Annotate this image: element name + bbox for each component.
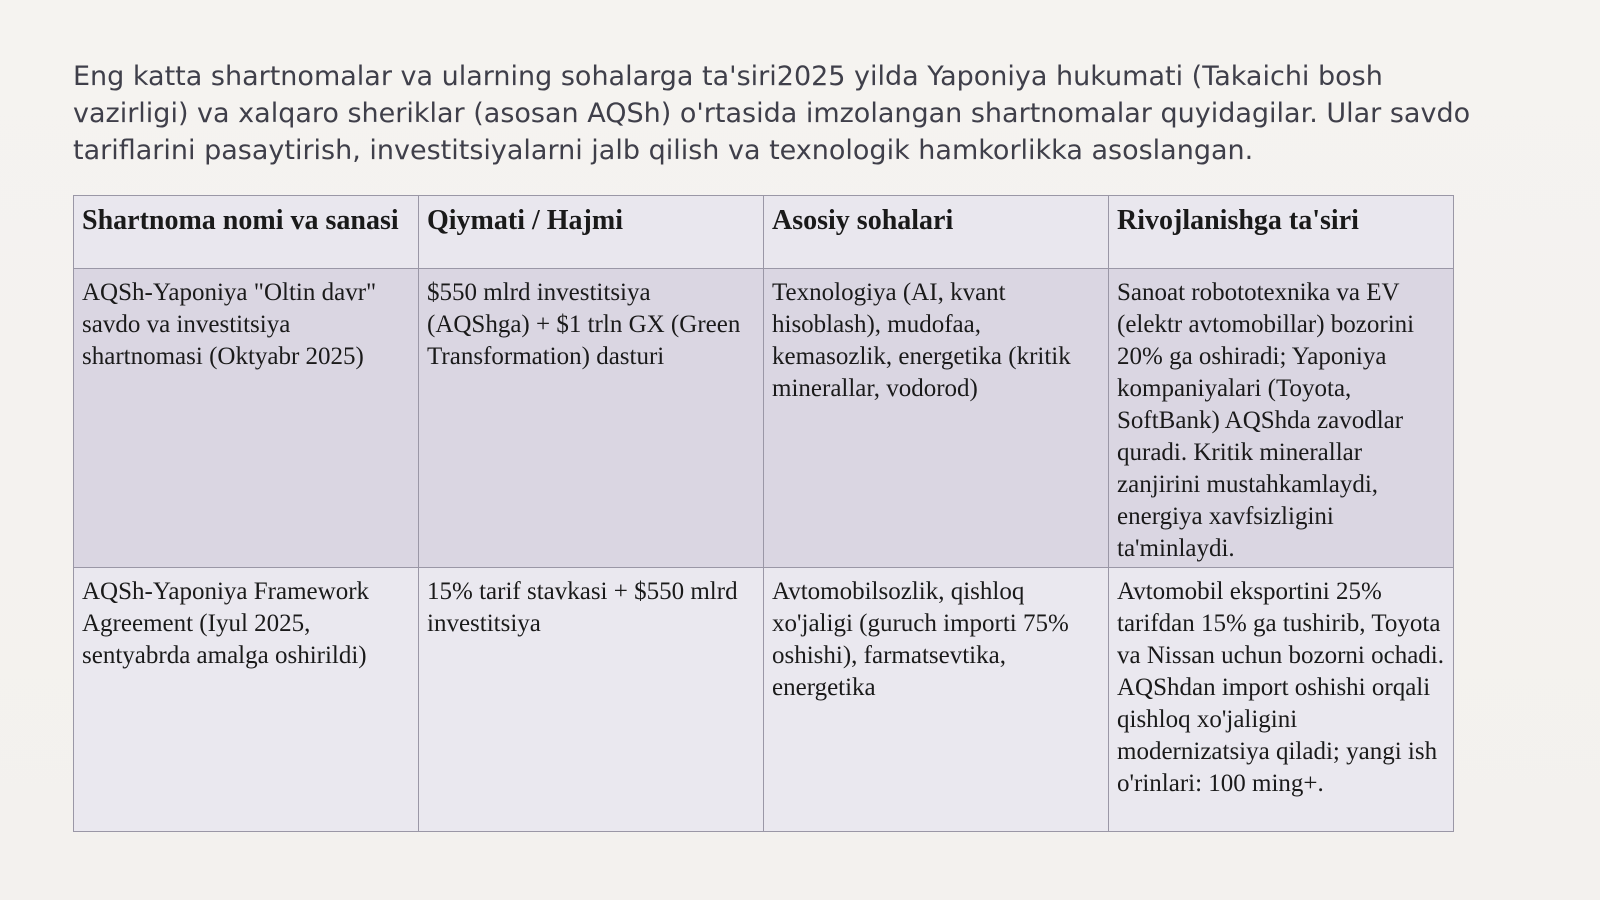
header-value: Qiymati / Hajmi <box>419 196 764 269</box>
table-row <box>74 568 1454 832</box>
table-row <box>74 269 1454 568</box>
header-sectors: Asosiy sohalari <box>764 196 1109 269</box>
header-impact: Rivojlanishga ta'siri <box>1109 196 1454 269</box>
cell-impact: Avtomobil eksportini 25% tarifdan 15% ga tushirib, Toyota va Nissan uchun bozorni ochadi. AQShdan import oshishi orqali qishloq xo'jaligini modernizatsiya qiladi; yangi ish o'rinlari: 100 ming+. <box>1109 568 1454 832</box>
agreements-table <box>73 195 1454 832</box>
cell-sectors: Avtomobilsozlik, qishloq xo'jaligi (guruch importi 75% oshishi), farmatsevtika, energetika <box>764 568 1109 832</box>
cell-agreement-name: AQSh-Yaponiya Framework Agreement (Iyul 2025, sentyabrda amalga oshirildi) <box>74 568 419 832</box>
cell-sectors: Texnologiya (AI, kvant hisoblash), mudofaa, kemasozlik, energetika (kritik minerallar, vodorod) <box>764 269 1109 568</box>
cell-agreement-name: AQSh-Yaponiya "Oltin davr" savdo va investitsiya shartnomasi (Oktyabr 2025) <box>74 269 419 568</box>
table-header-row <box>74 196 1454 269</box>
header-agreement-name: Shartnoma nomi va sanasi <box>74 196 419 269</box>
cell-value: $550 mlrd investitsiya (AQShga) + $1 trln GX (Green Transformation) dasturi <box>419 269 764 568</box>
cell-impact: Sanoat robototexnika va EV (elektr avtomobillar) bozorini 20% ga oshiradi; Yaponiya kompaniyalari (Toyota, SoftBank) AQShda zavodlar quradi. Kritik minerallar zanjirini mustahkamlaydi, energiya xavfsizligini ta'minlaydi. <box>1109 269 1454 568</box>
cell-value: 15% tarif stavkasi + $550 mlrd investitsiya <box>419 568 764 832</box>
intro-paragraph: Eng katta shartnomalar va ularning sohalarga ta'siri2025 yilda Yaponiya hukumati (Takaichi bosh vazirligi) va xalqaro sheriklar (asosan AQSh) o'rtasida imzolangan shartnomalar quyidagilar. Ular savdo tariflarini pasaytirish, investitsiyalarni jalb qilish va texnologik hamkorlikka asoslangan. <box>73 61 1471 166</box>
